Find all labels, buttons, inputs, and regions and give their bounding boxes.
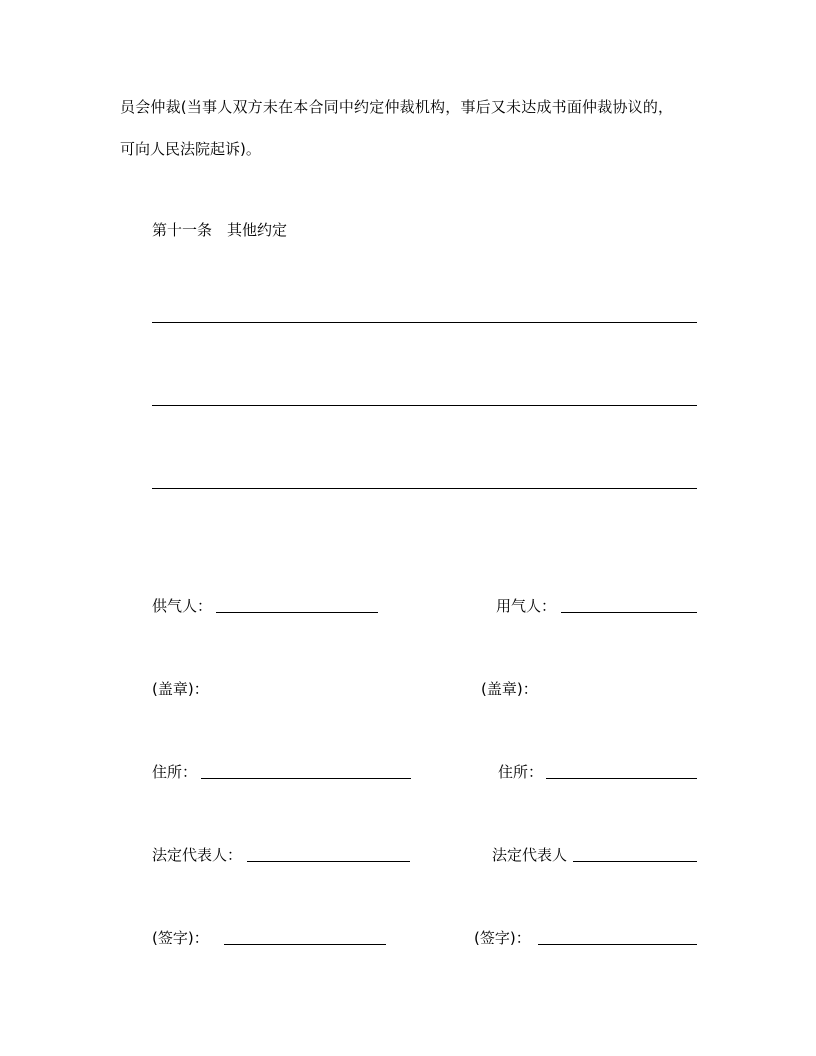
address-left-line — [201, 778, 411, 779]
supplier-line — [216, 612, 378, 613]
rep-left-line — [247, 861, 410, 862]
sign-left-label: (签字)： — [152, 929, 209, 947]
blank-line-1 — [152, 322, 697, 323]
sign-left-line — [224, 944, 386, 945]
sign-right-label: (签字)： — [474, 929, 531, 947]
address-right-label: 住所： — [498, 763, 544, 781]
paragraph-line-2: 可向人民法院起诉)。 — [120, 140, 261, 158]
user-line — [561, 612, 697, 613]
sign-right-line — [538, 944, 697, 945]
seal-right-label: (盖章)： — [481, 680, 538, 698]
address-right-line — [546, 778, 697, 779]
supplier-label: 供气人： — [152, 597, 213, 615]
blank-line-2 — [152, 405, 697, 406]
rep-right-label: 法定代表人 — [492, 846, 568, 864]
seal-left-label: (盖章)： — [152, 680, 209, 698]
paragraph-line-1: 员会仲裁(当事人双方未在本合同中约定仲裁机构，事后又未达成书面仲裁协议的， — [120, 98, 674, 116]
user-label: 用气人： — [496, 597, 557, 615]
rep-right-line — [573, 861, 697, 862]
article-heading: 第十一条 其他约定 — [152, 221, 288, 239]
address-left-label: 住所： — [152, 763, 198, 781]
blank-line-3 — [152, 488, 697, 489]
rep-left-label: 法定代表人： — [152, 846, 243, 864]
